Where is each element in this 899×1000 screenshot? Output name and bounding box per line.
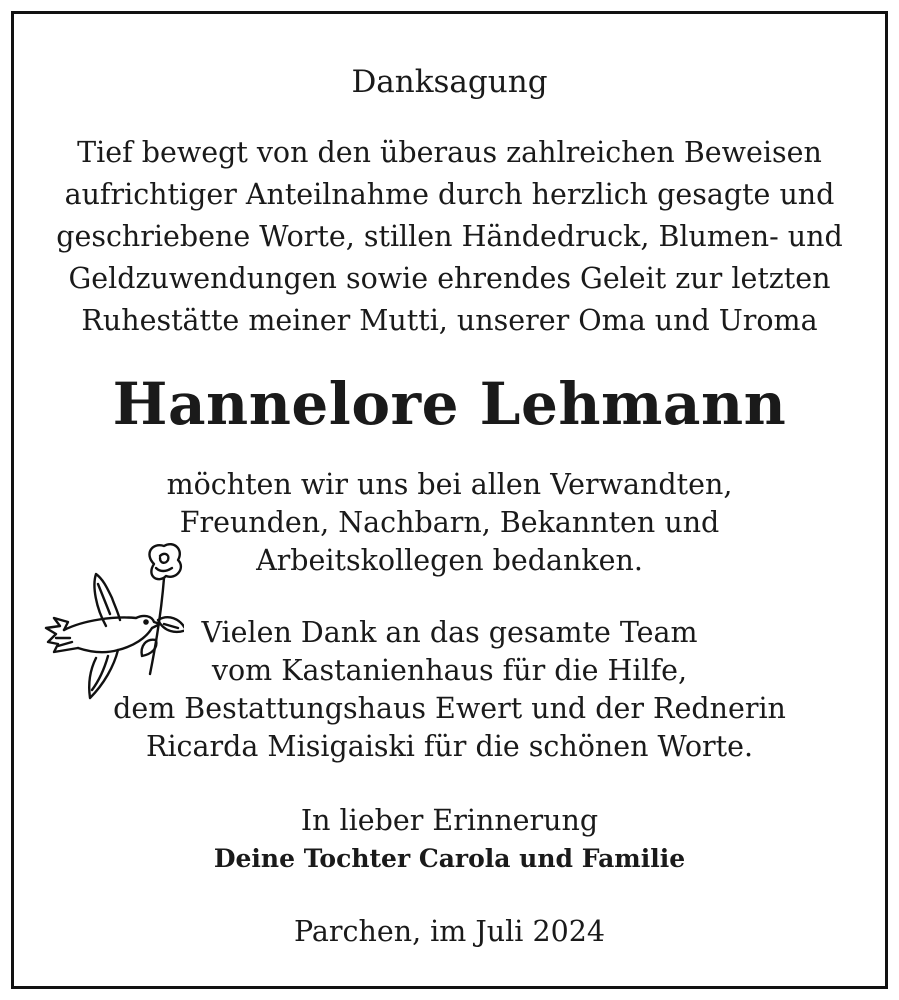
team-line: dem Bestattungshaus Ewert und der Rednerin [113, 692, 786, 725]
thanks-line: Arbeitskollegen bedanken. [256, 544, 643, 577]
team-line: Ricarda Misigaiski für die schönen Worte. [145, 730, 754, 763]
signature: Deine Tochter Carola und Familie [213, 844, 686, 873]
intro-line: Ruhestätte meiner Mutti, unserer Oma und Uroma [81, 304, 818, 337]
deceased-name: Hannelore Lehmann [112, 370, 787, 438]
place-date: Parchen, im Juli 2024 [294, 915, 605, 948]
intro-paragraph [14, 132, 885, 342]
thanks-line: Freunden, Nachbarn, Bekannten und [179, 506, 720, 539]
notice-frame [11, 11, 888, 989]
memory-line: In lieber Erinnerung [300, 804, 599, 837]
thanks-line: möchten wir uns bei allen Verwandten, [166, 468, 733, 501]
notice-heading: Danksagung [351, 64, 548, 100]
intro-line: Tief bewegt von den überaus zahlreichen Beweisen [77, 136, 822, 169]
intro-line: Geldzuwendungen sowie ehrendes Geleit zur letzten [68, 262, 831, 295]
team-thanks-paragraph [14, 614, 885, 766]
intro-line: aufrichtiger Anteilnahme durch herzlich gesagte und [64, 178, 835, 211]
team-line: vom Kastanienhaus für die Hilfe, [211, 654, 688, 687]
intro-line: geschriebene Worte, stillen Händedruck, Blumen- und [56, 220, 843, 253]
team-line: Vielen Dank an das gesamte Team [201, 616, 698, 649]
